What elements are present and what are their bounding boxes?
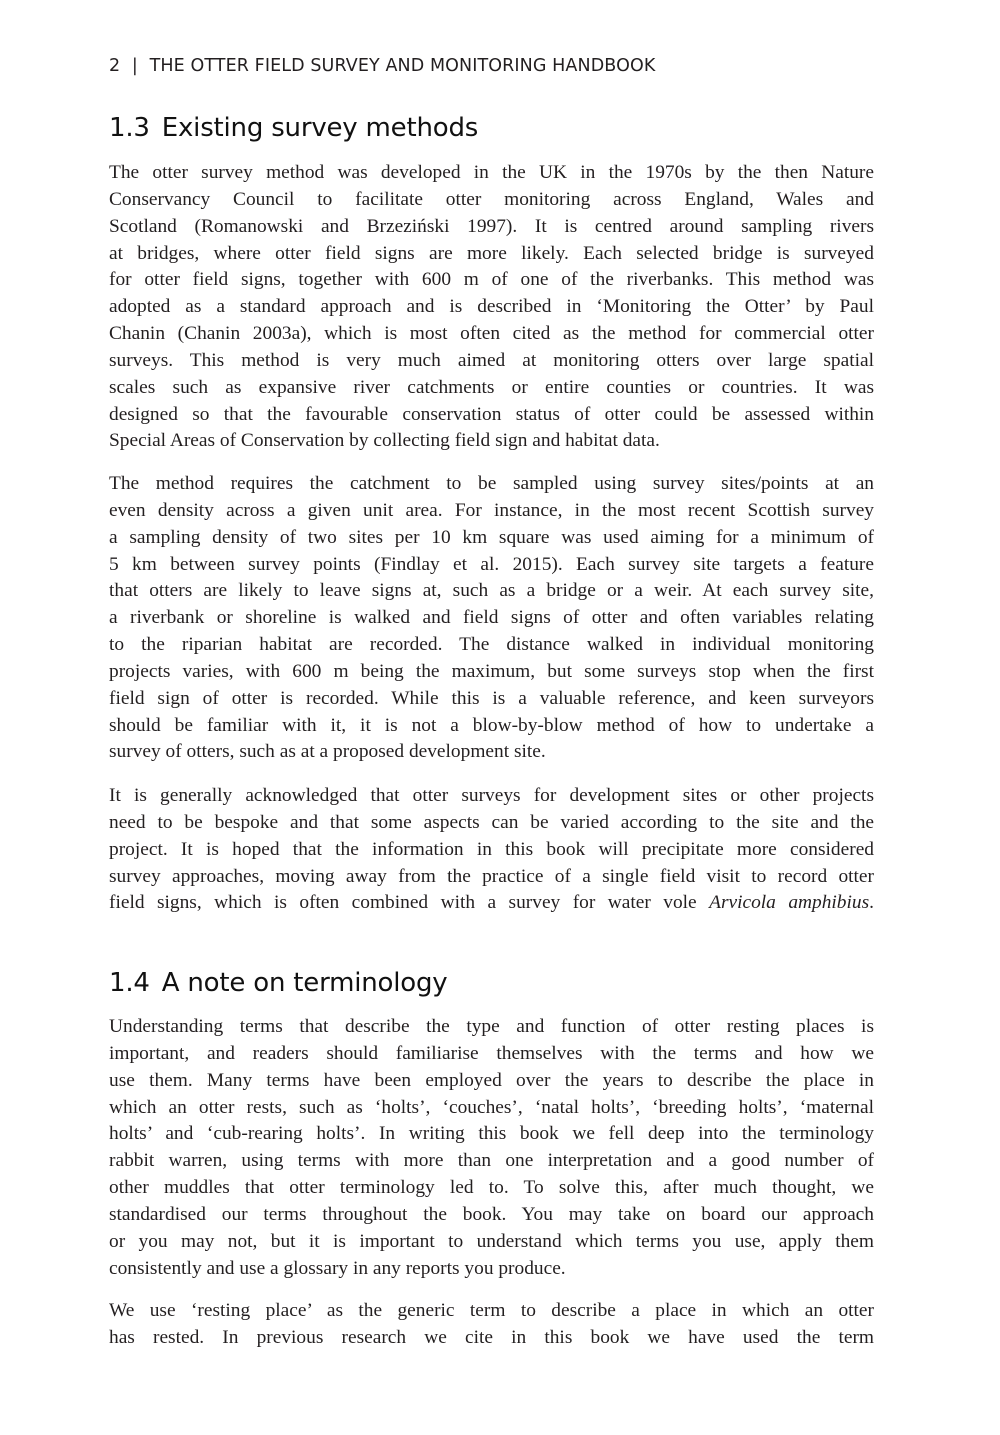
text-line: scales such as expansive river catchments or entire counties or countries. It was <box>109 376 874 398</box>
text-line: Understanding terms that describe the type and function of otter resting places is <box>109 1016 874 1037</box>
text-line: for otter field signs, together with 600 m of one of the riverbanks. This method was <box>109 269 874 291</box>
text-line: 5 km between survey points (Findlay et al. 2015). Each survey site targets a feature <box>109 553 874 575</box>
section-number: 1.3 <box>109 113 150 143</box>
text-line: standardised our terms throughout the book. You may take on board our approach <box>109 1203 874 1225</box>
text-line: The otter survey method was developed in the UK in the 1970s by the then Nature <box>109 162 874 183</box>
paragraph-1-4-b <box>109 1298 874 1352</box>
section-title: Existing survey methods <box>161 113 479 143</box>
text-line: project. It is hoped that the information in this book will precipitate more considered <box>109 838 874 860</box>
species-name: Arvicola amphibius <box>709 892 870 914</box>
section-title: A note on terminology <box>161 968 448 998</box>
text-line: The method requires the catchment to be sampled using survey sites/points at an <box>109 473 874 494</box>
section-number: 1.4 <box>109 968 150 998</box>
text-line: use them. Many terms have been employed over the years to describe the place in <box>109 1069 874 1091</box>
page-number: 2 <box>109 56 121 76</box>
text-line: It is generally acknowledged that otter surveys for development sites or other projects <box>109 785 874 806</box>
text-line: other muddles that otter terminology led to. To solve this, after much thought, we <box>109 1177 874 1199</box>
running-head <box>109 56 655 76</box>
text-line: survey approaches, moving away from the practice of a single field visit to record otter <box>109 865 874 887</box>
text-line: surveys. This method is very much aimed at monitoring otters over large spatial <box>109 349 874 371</box>
text-line: holts’ and ‘cub-rearing holts’. In writing this book we fell deep into the terminology <box>109 1123 874 1145</box>
book-title: THE OTTER FIELD SURVEY AND MONITORING HANDBOOK <box>149 56 656 76</box>
text-line: has rested. In previous research we cite in this book we have used the term <box>109 1326 874 1348</box>
paragraph-1-3-a <box>109 160 874 455</box>
text-line: important, and readers should familiarise themselves with the terms and how we <box>109 1042 874 1064</box>
text-line: even density across a given unit area. For instance, in the most recent Scottish survey <box>109 499 874 521</box>
paragraph-1-3-c <box>109 783 874 917</box>
text-line: field sign of otter is recorded. While this is a valuable reference, and keen surveyors <box>109 687 874 709</box>
text-fragment: . <box>869 892 874 914</box>
text-line: rabbit warren, using terms with more than one interpretation and a good number of <box>109 1150 874 1172</box>
text-line: projects varies, with 600 m being the maximum, but some surveys stop when the first <box>109 660 874 682</box>
text-line: Special Areas of Conservation by collecting field sign and habitat data. <box>109 430 660 452</box>
text-line: a riverbank or shoreline is walked and field signs of otter and often variables relating <box>109 607 874 629</box>
text-line: adopted as a standard approach and is described in ‘Monitoring the Otter’ by Paul <box>109 296 874 318</box>
text-line: consistently and use a glossary in any reports you produce. <box>109 1257 566 1279</box>
section-heading-1-4 <box>109 968 447 998</box>
section-heading-1-3 <box>109 113 478 143</box>
text-line: or you may not, but it is important to understand which terms you use, apply them <box>109 1230 874 1252</box>
text-line: designed so that the favourable conservation status of otter could be assessed within <box>109 403 874 425</box>
text-line: Conservancy Council to facilitate otter monitoring across England, Wales and <box>109 188 874 210</box>
text-line: at bridges, where otter field signs are more likely. Each selected bridge is surveyed <box>109 242 874 264</box>
text-line: Scotland (Romanowski and Brzeziński 1997). It is centred around sampling rivers <box>109 215 874 237</box>
text-line: should be familiar with it, it is not a blow-by-blow method of how to undertake a <box>109 714 874 736</box>
text-line: Chanin (Chanin 2003a), which is most often cited as the method for commercial otter <box>109 323 874 345</box>
text-line: need to be bespoke and that some aspects can be varied according to the site and the <box>109 811 874 833</box>
text-line: which an otter rests, such as ‘holts’, ‘couches’, ‘natal holts’, ‘breeding holts’, ‘maternal <box>109 1096 874 1118</box>
text-line: to the riparian habitat are recorded. The distance walked in individual monitoring <box>109 634 874 656</box>
text-line: We use ‘resting place’ as the generic term to describe a place in which an otter <box>109 1300 874 1321</box>
running-head-separator: | <box>131 56 138 76</box>
text-line-with-species <box>109 890 874 917</box>
text-line: a sampling density of two sites per 10 km square was used aiming for a minimum of <box>109 526 874 548</box>
text-line: survey of otters, such as at a proposed development site. <box>109 741 546 763</box>
paragraph-1-4-a <box>109 1014 874 1282</box>
text-fragment: field signs, which is often combined with a survey for water vole <box>109 892 710 914</box>
text-line: that otters are likely to leave signs at, such as a bridge or a weir. At each survey site, <box>109 580 874 602</box>
paragraph-1-3-b <box>109 471 874 766</box>
